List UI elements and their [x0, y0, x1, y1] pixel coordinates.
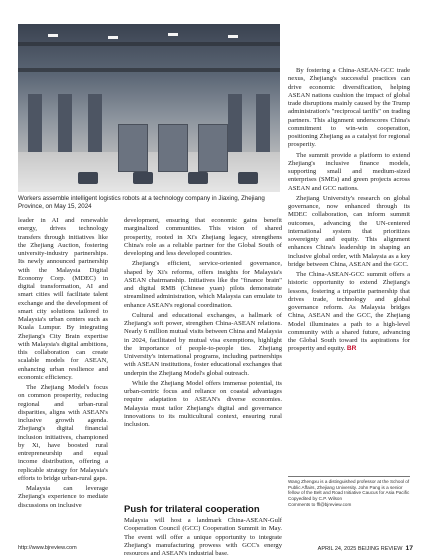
- page-number: 17: [405, 545, 413, 552]
- divider: [288, 476, 410, 477]
- copyedit-credit: Copyedited by C.P. Wilson: [288, 496, 343, 502]
- footer-date: APRIL 24, 2025 BEIJING REVIEW: [317, 546, 403, 552]
- paragraph: By fostering a China-ASEAN-GCC trade nexus, Zhejiang's successful practices can drive economic diversification, helping ASEAN nations cushion the impact of global trade disruptions mainly caused by the Trump administration's "reciprocal tariffs" on trading partners. This alignment underscores China's commitment to win-win cooperation, positioning Zhejiang as a catalyst for regional prosperity.: [288, 67, 410, 149]
- comments-email: Comments to ffl@bjreview.com: [288, 501, 352, 507]
- paragraph: Malaysia can leverage Zhejiang's experience to mediate discussions on inclusive: [18, 485, 108, 509]
- paragraph: development, ensuring that economic gains benefit marginalized communities. This vision of shared prosperity, rooted in Xi's Zhejiang legacy, strengthens China's role as a reliable partner for the Global South of developing and less developed countries.: [124, 217, 282, 257]
- paragraph: Zhejiang's efficient, service-oriented governance, shaped by Xi's reforms, offers insights for Malaysia's ASEAN chairmanship. Initiatives like the "finance brain" and digital RMB (Chinese yuan) pilots demonstrate streamlined administration, which Malaysia can emulate to enhance ASEAN's regional coordination.: [124, 260, 282, 309]
- column-1: [18, 217, 108, 512]
- section-heading: Push for trilateral cooperation: [124, 504, 260, 515]
- paragraph: The Zhejiang Model's focus on common prosperity, reducing regional and urban-rural disparities, aligns with ASEAN's inclusive growth agenda. Zhejiang's digital financial inclusion initiatives, championed by Xi, have boosted rural entrepreneurship and equal income distribution, offering a replicable strategy for Malaysia's efforts to bridge urban-rural gaps.: [18, 384, 108, 482]
- warehouse-photo: [18, 24, 280, 192]
- paragraph: The summit provide a platform to extend Zhejiang's inclusive finance models, supporting small and medium-sized enterprises (SMEs) and green projects across ASEAN and GCC nations.: [288, 151, 410, 192]
- paragraph-text: The China-ASEAN-GCC summit offers a historic opportunity to extend Zhejiang's lessons, fostering a tripartite partnership that drives trade, technology and global governance reform. As Malaysia bridges China, ASEAN and the GCC, the Zhejiang Model illuminates a path to a high-level community with a shared future, advancing the Global South toward its aspirations for prosperity and equity.: [288, 271, 410, 353]
- footer-issue: [318, 545, 413, 552]
- paragraph: While the Zhejiang Model offers immense potential, its urban-centric focus and reliance on coastal advantages require adaptation to ASEAN's diverse economies. Malaysia must tailor Zhejiang's digital and governance innovations to its multicultural context, ensuring rural inclusion.: [124, 379, 282, 428]
- author-note: [288, 479, 412, 508]
- paragraph: Zhejiang University's research on global governance, now enhanced through its MDEC collaboration, can inform summit outcomes, advancing the UN-centered international system that prioritizes sovereignty and equity. This alignment enhances China's leadership in shaping an inclusive global order, with Malaysia as a key bridge between China, ASEAN and the GCC.: [288, 194, 410, 268]
- footer-url: http://www.bjreview.com: [18, 545, 77, 551]
- paragraph: [288, 271, 410, 354]
- paragraph: Malaysia will host a landmark China-ASEAN-Gulf Cooperation Council (GCC) Cooperation Summit in May. The event will offer a unique opportunity to integrate Zhejiang's manufacturing prowess with GCC's energy resources and ASEAN's industrial base.: [124, 517, 282, 557]
- author-bio: Wang Zhengxu is a distinguished professor at the School of Public Affairs, Zhejiang University. John Pang is a senior fellow of the Belt and Road Initiative Caucus for Asia Pacific: [288, 479, 410, 496]
- paragraph: leader in AI and renewable energy, drives technology transfers through initiatives like the Zhejiang Auction, fostering university-industry partnerships. Its newly announced partnership with the Malaysia Digital Economy Corp. (MDEC) in digital transformation, AI and smart cities will facilitate talent exchange and the development of smart city solutions tailored to Malaysia's urban centers such as Kuala Lumpur. By integrating Zhejiang's City Brain expertise with Malaysia's digital ambitions, this collaboration can create scalable models for ASEAN, enhancing urban resilience and economic efficiency.: [18, 217, 108, 381]
- column-3: [288, 67, 410, 356]
- photo-caption: Workers assemble intelligent logistics robots at a technology company in Jiaxing, Zhejiang Province, on May 15, 2024: [18, 195, 265, 210]
- column-2-continued: [124, 517, 282, 560]
- column-2: [124, 217, 282, 431]
- br-end-mark: BR: [346, 345, 357, 353]
- paragraph: Cultural and educational exchanges, a hallmark of Zhejiang's soft power, strengthen China-ASEAN relations. Nearly 6 million mutual visits between China and Malaysia in 2024, facilitated by mutual visa exemptions, highlight the importance of people-to-people ties. Zhejiang University's international programs, including partnerships with ASEAN institutions, foster educational exchanges that underpin the Zhejiang Model's global outreach.: [124, 311, 282, 377]
